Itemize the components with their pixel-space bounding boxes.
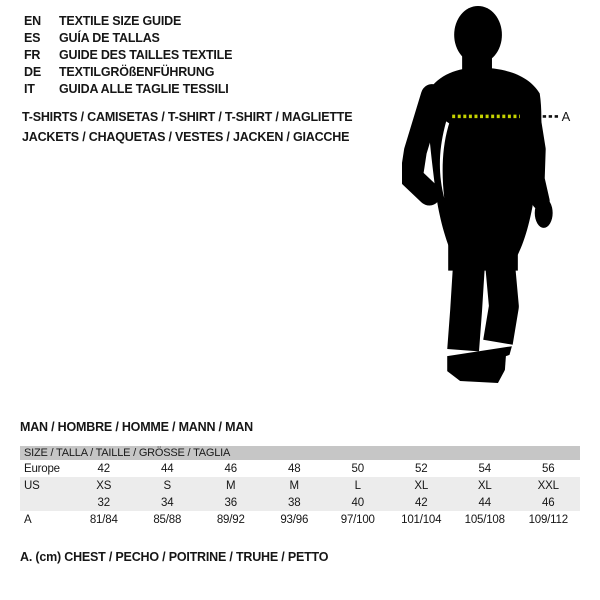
table-cell: XS [96,479,112,492]
lang-title: TEXTILGRÖßENFÜHRUNG [59,64,215,79]
language-title-list [24,12,232,97]
lang-row-it [24,80,232,97]
measurement-footnote: A. (cm) CHEST / PECHO / POITRINE / TRUHE / PETTO [20,550,329,564]
table-cell: 89/92 [216,513,245,526]
table-cell: 48 [288,462,301,475]
table-cell: 44 [478,496,491,509]
table-cell: 46 [542,496,555,509]
table-cell: 85/88 [153,513,182,526]
table-cell: 93/96 [280,513,309,526]
lang-title: GUIDE DES TAILLES TEXTILE [59,47,233,62]
table-row-chest-a [20,511,580,528]
man-silhouette [402,2,572,390]
lang-code: IT [24,81,35,96]
silhouette-foot [447,346,512,383]
table-cell: 54 [478,462,491,475]
table-cell: 101/104 [401,513,442,526]
garment-line-jackets: JACKETS / CHAQUETAS / VESTES / JACKEN / GIACCHE [22,129,350,144]
table-cell: 40 [351,496,364,509]
table-cell: 52 [415,462,428,475]
table-cell: M [289,479,299,492]
table-cell: 56 [542,462,555,475]
lang-row-es [24,29,232,46]
table-cell: 42 [97,462,110,475]
table-cell: 32 [97,496,110,509]
silhouette-body [411,6,552,383]
lang-title: GUIDA ALLE TAGLIE TESSILI [59,81,229,96]
garment-categories [22,108,352,147]
table-cell: 97/100 [340,513,375,526]
table-cell: M [226,479,236,492]
row-label: Europe [24,462,60,475]
measure-label-a: A [561,108,571,124]
lang-title: GUÍA DE TALLAS [59,30,160,45]
row-label: US [24,479,40,492]
silhouette-right-hand [535,198,553,228]
table-cell: 109/112 [528,513,568,526]
table-cell: XL [414,479,429,492]
table-cell: L [354,479,361,492]
lang-row-fr [24,46,232,63]
lang-code: DE [24,64,41,79]
table-cell: XL [477,479,492,492]
silhouette-front-leg [463,263,469,351]
garment-line-tshirts: T-SHIRTS / CAMISETAS / T-SHIRT / T-SHIRT / MAGLIETTE [22,110,353,124]
table-cell: 46 [224,462,237,475]
table-row-us [20,477,580,494]
table-cell: XXL [537,479,559,492]
lang-row-de [24,63,232,80]
lang-row-en [24,12,232,29]
lang-code: FR [24,47,41,62]
silhouette-back-leg [498,263,504,343]
size-table-header: SIZE / TALLA / TAILLE / GRÖSSE / TAGLIA [20,446,580,460]
lang-title: TEXTILE SIZE GUIDE [59,13,182,28]
silhouette-left-arm [411,96,432,194]
table-cell: 42 [415,496,428,509]
table-cell: 44 [161,462,174,475]
row-label: A [24,513,32,526]
lang-code: ES [24,30,41,45]
section-title-man: MAN / HOMBRE / HOMME / MANN / MAN [20,420,253,434]
table-cell: 105/108 [464,513,505,526]
lang-code: EN [24,13,41,28]
table-cell: 50 [351,462,364,475]
table-cell: 38 [288,496,301,509]
table-cell: 81/84 [89,513,118,526]
leg-notch [504,351,530,390]
size-table [20,446,580,528]
table-row-us-numeric [20,494,580,511]
silhouette-right-arm [529,99,541,200]
table-cell: S [163,479,171,492]
table-row-europe [20,460,580,477]
table-cell: 34 [161,496,174,509]
table-cell: 36 [224,496,237,509]
